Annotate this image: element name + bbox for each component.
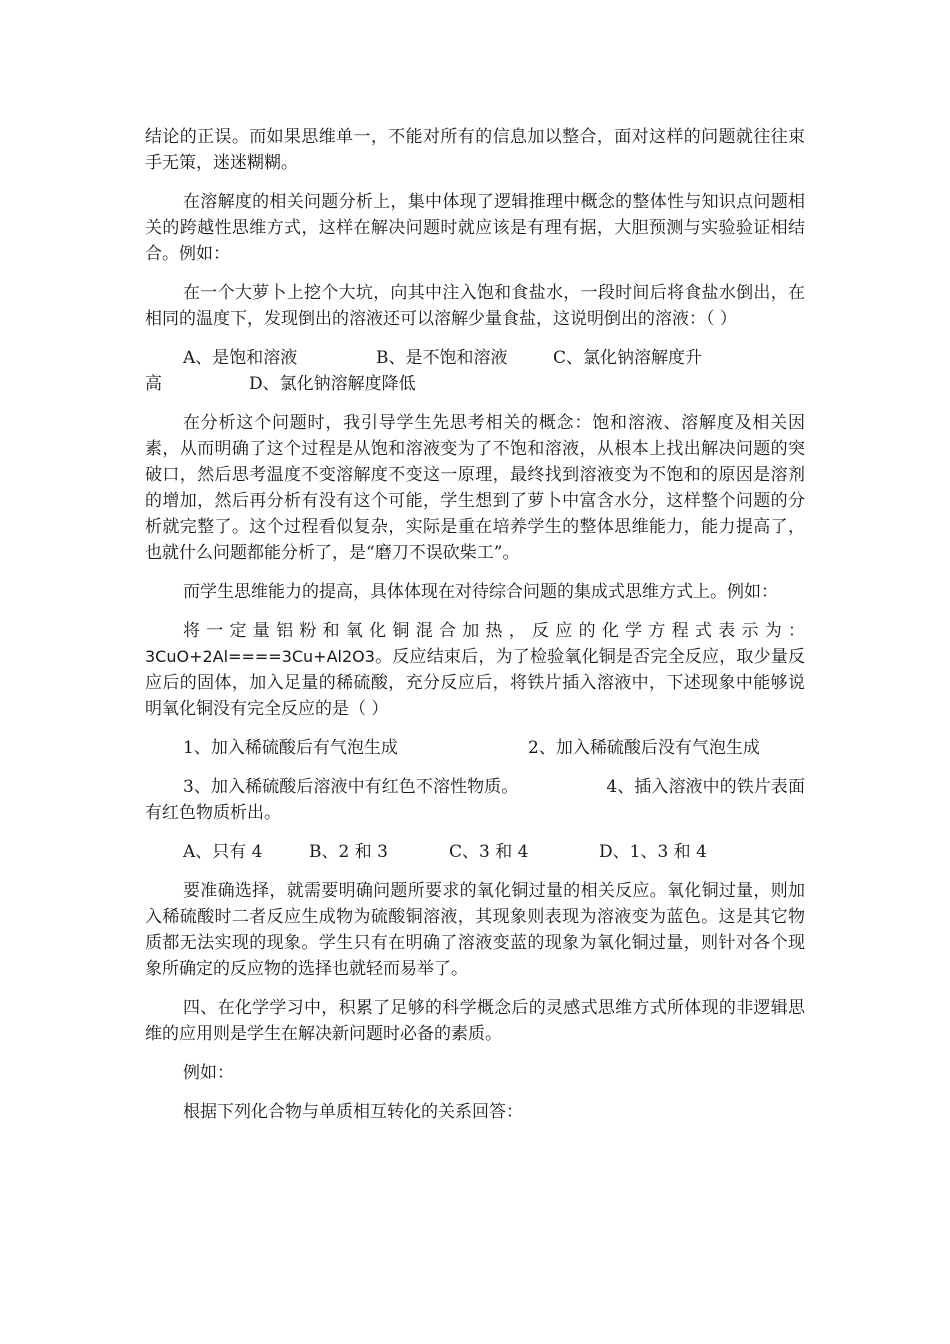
question-1-options	[145, 345, 805, 397]
question-2-statements-3-4	[145, 774, 805, 826]
q2-option-b: B、2 和 3	[309, 842, 388, 862]
document-body	[145, 124, 805, 1138]
option-c: C、氯化钠溶解度升	[553, 348, 703, 368]
option-d: D、氯化钠溶解度降低	[249, 374, 416, 394]
paragraph-2: 在溶解度的相关问题分析上，集中体现了逻辑推理中概念的整体性与知识点问题相关的跨越性思维方式，这样在解决问题时就应该是有理有据，大胆预测与实验验证相结合。例如：	[145, 192, 805, 264]
paragraph-question-intro: 根据下列化合物与单质相互转化的关系回答：	[183, 1102, 523, 1122]
paragraph-explanation: 要准确选择，就需要明确问题所要求的氧化铜过量的相关反应。氧化铜过量，则加入稀硫酸时二者反应生成物为硫酸铜溶液，其现象则表现为溶液变为蓝色。这是其它物质都无法实现的现象。学生只有在明确了溶液变蓝的现象为氧化铜过量，则针对各个现象所确定的反应物的选择也就轻而易举了。	[145, 881, 805, 979]
option-c-continued: 高	[145, 374, 162, 394]
statement-3: 3、加入稀硫酸后溶液中有红色不溶性物质。	[183, 777, 519, 797]
chemical-equation: 3CuO+2Al====3Cu+Al2O3	[145, 647, 375, 666]
paragraph-section-four: 四、在化学学习中，积累了足够的科学概念后的灵感式思维方式所体现的非逻辑思维的应用则是学生在解决新问题时必备的素质。	[145, 998, 805, 1044]
paragraph-analysis: 在分析这个问题时，我引导学生先思考相关的概念：饱和溶液、溶解度及相关因素，从而明确了这个过程是从饱和溶液变为了不饱和溶液，从根本上找出解决问题的突破口，然后思考温度不变溶解度不变这一原理，最终找到溶液变为不饱和的原因是溶剂的增加，然后再分析有没有这个可能，学生想到了萝卜中富含水分，这样整个问题的分析就完整了。这个过程看似复杂，实际是重在培养学生的整体思维能力，能力提高了，也就什么问题都能分析了，是“磨刀不误砍柴工”。	[145, 413, 805, 563]
question-2-stem	[145, 618, 805, 722]
question-2-statements-row	[145, 735, 805, 761]
question-2-lead: 将一定量铝粉和氧化铜混合加热，反应的化学方程式表示为：	[183, 621, 805, 641]
q2-option-a: A、只有 4	[183, 842, 263, 862]
question-1-options-row	[145, 345, 805, 371]
option-b: B、是不饱和溶液	[376, 348, 508, 368]
option-a: A、是饱和溶液	[183, 348, 298, 368]
question-2-rest: 。反应结束后，为了检验氧化铜是否完全反应，取少量反应后的固体，加入足量的稀硫酸，充分反应后，将铁片插入溶液中，下述现象中能够说明氧化铜没有完全反应的是（ ）	[145, 647, 805, 719]
paragraph-1: 结论的正误。而如果思维单一，不能对所有的信息加以整合，面对这样的问题就往往束手无策，迷迷糊糊。	[145, 127, 805, 173]
question-1-stem: 在一个大萝卜上挖个大坑，向其中注入饱和食盐水，一段时间后将食盐水倒出，在相同的温度下，发现倒出的溶液还可以溶解少量食盐，这说明倒出的溶液：（ ）	[145, 283, 805, 329]
question-1-options-row-2	[145, 371, 805, 397]
statement-4: 4、插入溶液中的铁片表面有红色物质析出。	[145, 777, 805, 823]
q2-option-d: D、1、3 和 4	[599, 842, 707, 862]
statement-1: 1、加入稀硫酸后有气泡生成	[183, 738, 398, 758]
q2-option-c: C、3 和 4	[449, 842, 529, 862]
paragraph-example: 例如：	[183, 1063, 234, 1083]
paragraph-integration: 而学生思维能力的提高，具体体现在对待综合问题的集成式思维方式上。例如：	[183, 582, 778, 602]
question-2-options-row	[145, 839, 805, 865]
statement-2: 2、加入稀硫酸后没有气泡生成	[528, 738, 760, 758]
